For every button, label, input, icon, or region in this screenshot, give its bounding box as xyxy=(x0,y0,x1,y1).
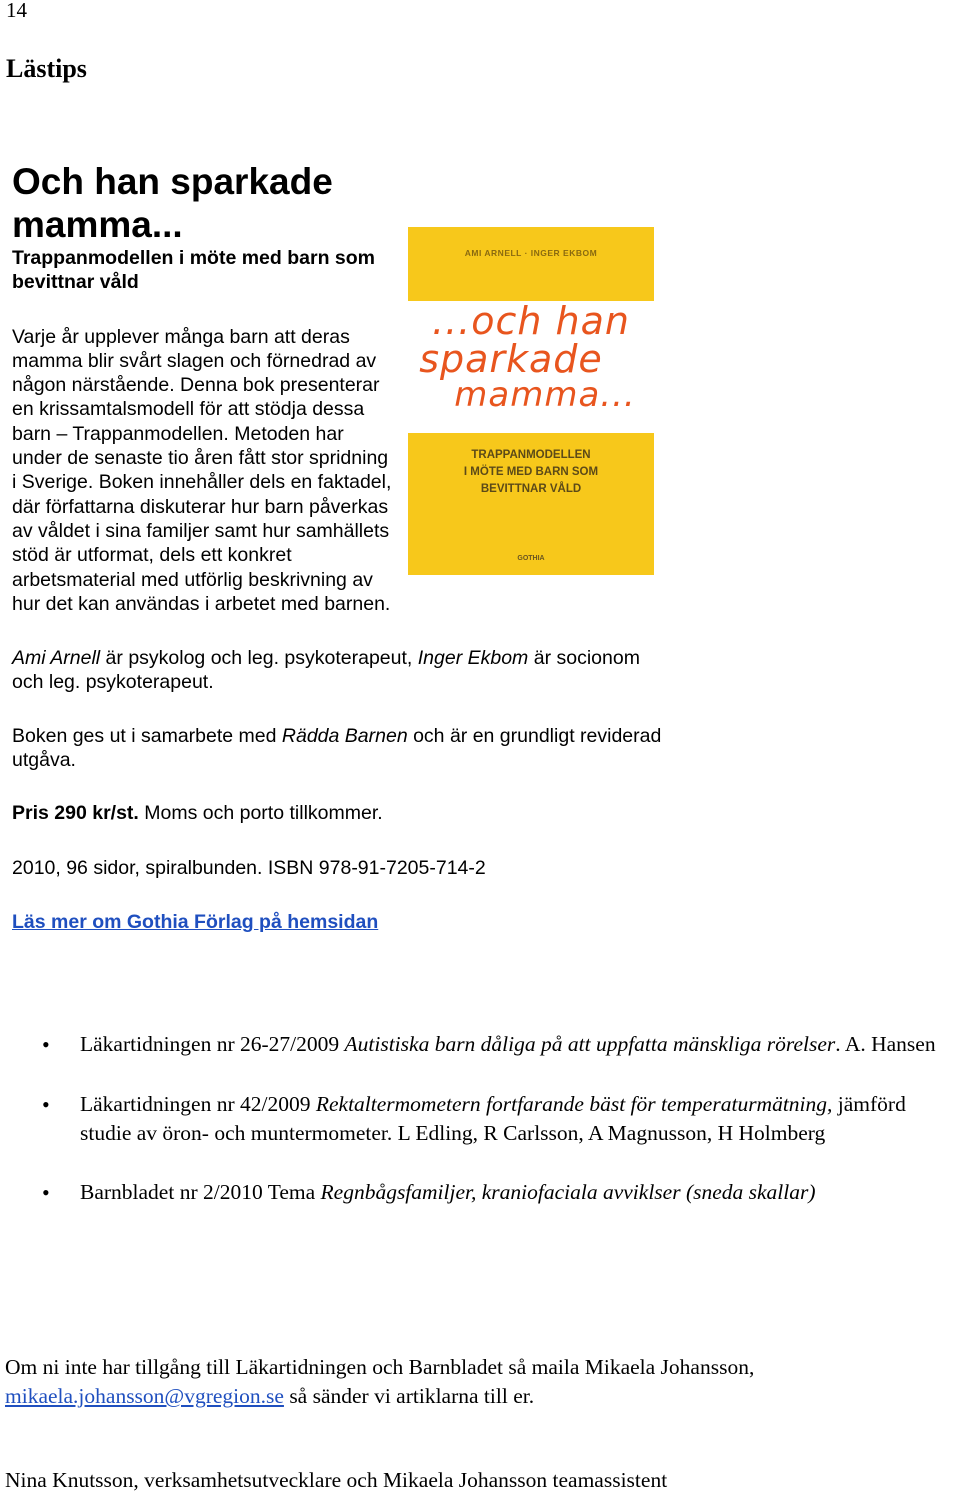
cover-title-line2: sparkade xyxy=(419,336,603,381)
author-description: är socionom och leg. psykoterapeut. xyxy=(12,647,640,694)
reference-item xyxy=(42,1030,957,1059)
contact-paragraph xyxy=(5,1353,955,1411)
cover-subtitle-line3: BEVITTNAR VÅLD xyxy=(480,482,582,495)
book-authors-info xyxy=(12,646,662,695)
cover-title-line1: ...och han xyxy=(432,298,630,343)
book-title: Och han sparkade mamma... xyxy=(12,161,333,245)
partner-name: Rädda Barnen xyxy=(281,724,408,747)
reference-authors: . A. Hansen xyxy=(835,1032,936,1056)
author-name: Ami Arnell xyxy=(12,647,101,670)
book-details: 2010, 96 sidor, spiralbunden. ISBN 978-91-7205-714-2 xyxy=(12,856,486,879)
publisher-note-text: och är en grundligt reviderad utgåva. xyxy=(12,724,662,772)
book-cover-image xyxy=(408,227,654,575)
publisher-note-text: Boken ges ut i samarbete med xyxy=(12,724,282,747)
cover-subtitle-line2: I MÖTE MED BARN SOM xyxy=(463,465,599,478)
reference-title: Rektaltermometern fortfarande bäst för temperaturmätning, xyxy=(315,1092,833,1116)
article-reference-list xyxy=(42,1030,957,1207)
contact-email-link[interactable]: mikaela.johansson@vgregion.se xyxy=(5,1384,284,1408)
reference-source: Läkartidningen nr 26-27/2009 xyxy=(80,1032,345,1056)
reference-item xyxy=(42,1090,957,1148)
reference-item xyxy=(42,1178,957,1207)
book-description: Varje år upplever många barn att deras mamma blir svårt slagen och förnedrad av någon närstående. Denna bok presenterar en krissamtalsmodell för att stödja dessa barn – Trappanmodellen. Metoden har under de senaste tio åren fått stor spridning i Sverige. Boken innehåller dels en faktadel, där författarna diskuterar hur barn påverkas av våldet i sina familjer samt hur samhällets stöd är utformat, dels ett konkret arbetsmaterial med utförlig beskrivning av hur det kan användas i arbetet med barnen. xyxy=(12,325,392,615)
reference-title: Autistiska barn dåliga på att uppfatta mänskliga rörelser xyxy=(344,1032,836,1056)
cover-subtitle-line1: TRAPPANMODELLEN xyxy=(471,448,591,461)
section-title: Lästips xyxy=(6,54,87,83)
book-subtitle: Trappanmodellen i möte med barn som bevittnar våld xyxy=(12,247,375,294)
reference-authors: jämförd studie av öron- och muntermometer. L Edling, R Carlsson, A Magnusson, H Holmberg xyxy=(80,1092,906,1145)
reference-source: Läkartidningen nr 42/2009 xyxy=(80,1092,316,1116)
cover-publisher-logo: GOTHIA xyxy=(517,554,545,562)
price-info xyxy=(12,801,662,825)
publisher-note xyxy=(12,724,662,773)
reference-title: Regnbågsfamiljer, kraniofaciala avviklser (sneda skallar) xyxy=(320,1180,816,1204)
author-description: är psykolog och leg. psykoterapeut, xyxy=(100,647,418,670)
gothia-website-link[interactable]: Läs mer om Gothia Förlag på hemsidan xyxy=(12,910,379,933)
cover-title-line3: mamma... xyxy=(454,374,636,415)
footer-signature: Nina Knutsson, verksamhetsutvecklare och Mikaela Johansson teamassistent xyxy=(5,1468,668,1492)
contact-text: så sänder vi artiklarna till er. xyxy=(283,1384,535,1408)
author-name: Inger Ekbom xyxy=(417,647,529,670)
contact-text: Om ni inte har tillgång till Läkartidningen och Barnbladet så maila Mikaela Johansson, xyxy=(5,1355,755,1379)
cover-authors: AMI ARNELL · INGER EKBOM xyxy=(464,247,598,258)
reference-source: Barnbladet nr 2/2010 Tema xyxy=(80,1180,321,1204)
price-label: Pris 290 kr/st. xyxy=(12,802,139,825)
book-article xyxy=(12,160,662,934)
price-note: Moms och porto tillkommer. xyxy=(138,802,383,825)
page-number: 14 xyxy=(6,0,27,22)
